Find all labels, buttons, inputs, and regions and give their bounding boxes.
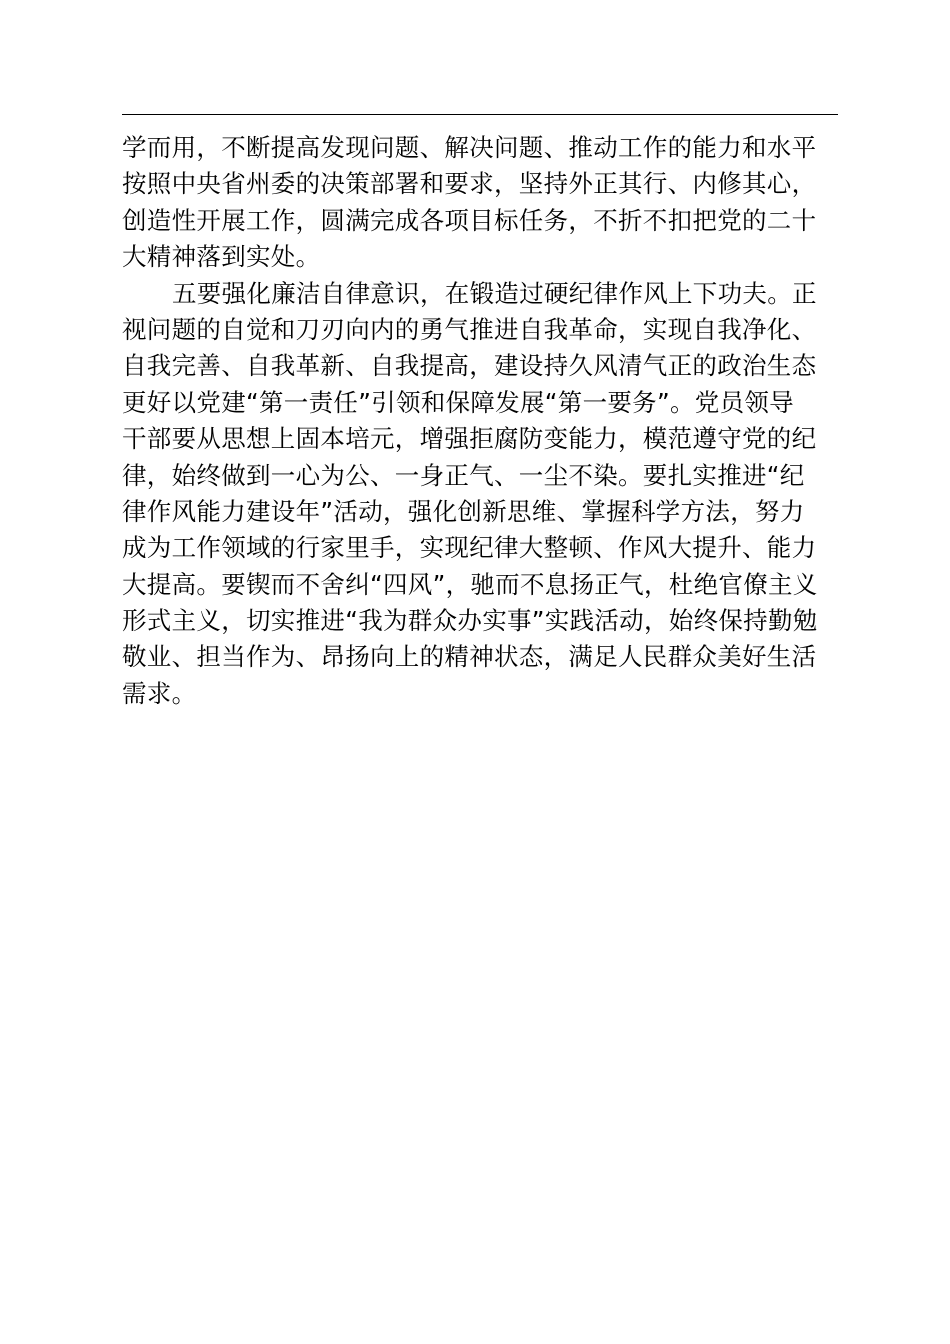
text-line: 创造性开展工作，圆满完成各项目标任务，不折不扣把党的二十 — [122, 205, 817, 235]
text-line: 敬业、担当作为、昂扬向上的精神状态，满足人民群众美好生活 — [122, 642, 817, 672]
text-line: 更好以党建“第一责任”引领和保障发展“第一要务”。党员领导 — [122, 387, 794, 417]
text-line: 自我完善、自我革新、自我提高，建设持久风清气正的政治生态 — [122, 351, 817, 381]
text-line: 干部要从思想上固本培元，增强拒腐防变能力，模范遵守党的纪 — [122, 424, 817, 454]
header-rule — [122, 114, 838, 115]
text-line: 大精神落到实处。 — [122, 242, 321, 272]
text-line: 大提高。要锲而不舍纠“四风”，驰而不息扬正气，杜绝官僚主义 — [122, 569, 818, 599]
text-line: 视问题的自觉和刀刃向内的勇气推进自我革命，实现自我净化、 — [122, 314, 817, 344]
body-text — [122, 130, 842, 712]
text-line: 按照中央省州委的决策部署和要求，坚持外正其行、内修其心， — [122, 169, 817, 199]
paragraph-first-line: 五要强化廉洁自律意识，在锻造过硬纪律作风上下功夫。正 — [172, 278, 817, 308]
text-line: 律，始终做到一心为公、一身正气、一尘不染。要扎实推进“纪 — [122, 460, 805, 490]
text-line: 需求。 — [122, 678, 197, 708]
text-line: 学而用，不断提高发现问题、解决问题、推动工作的能力和水平 — [122, 133, 817, 162]
text-line: 律作风能力建设年”活动，强化创新思维、掌握科学方法，努力 — [122, 496, 805, 526]
text-line: 形式主义，切实推进“我为群众办实事”实践活动，始终保持勤勉 — [122, 606, 818, 636]
text-line: 成为工作领域的行家里手，实现纪律大整顿、作风大提升、能力 — [122, 533, 817, 563]
